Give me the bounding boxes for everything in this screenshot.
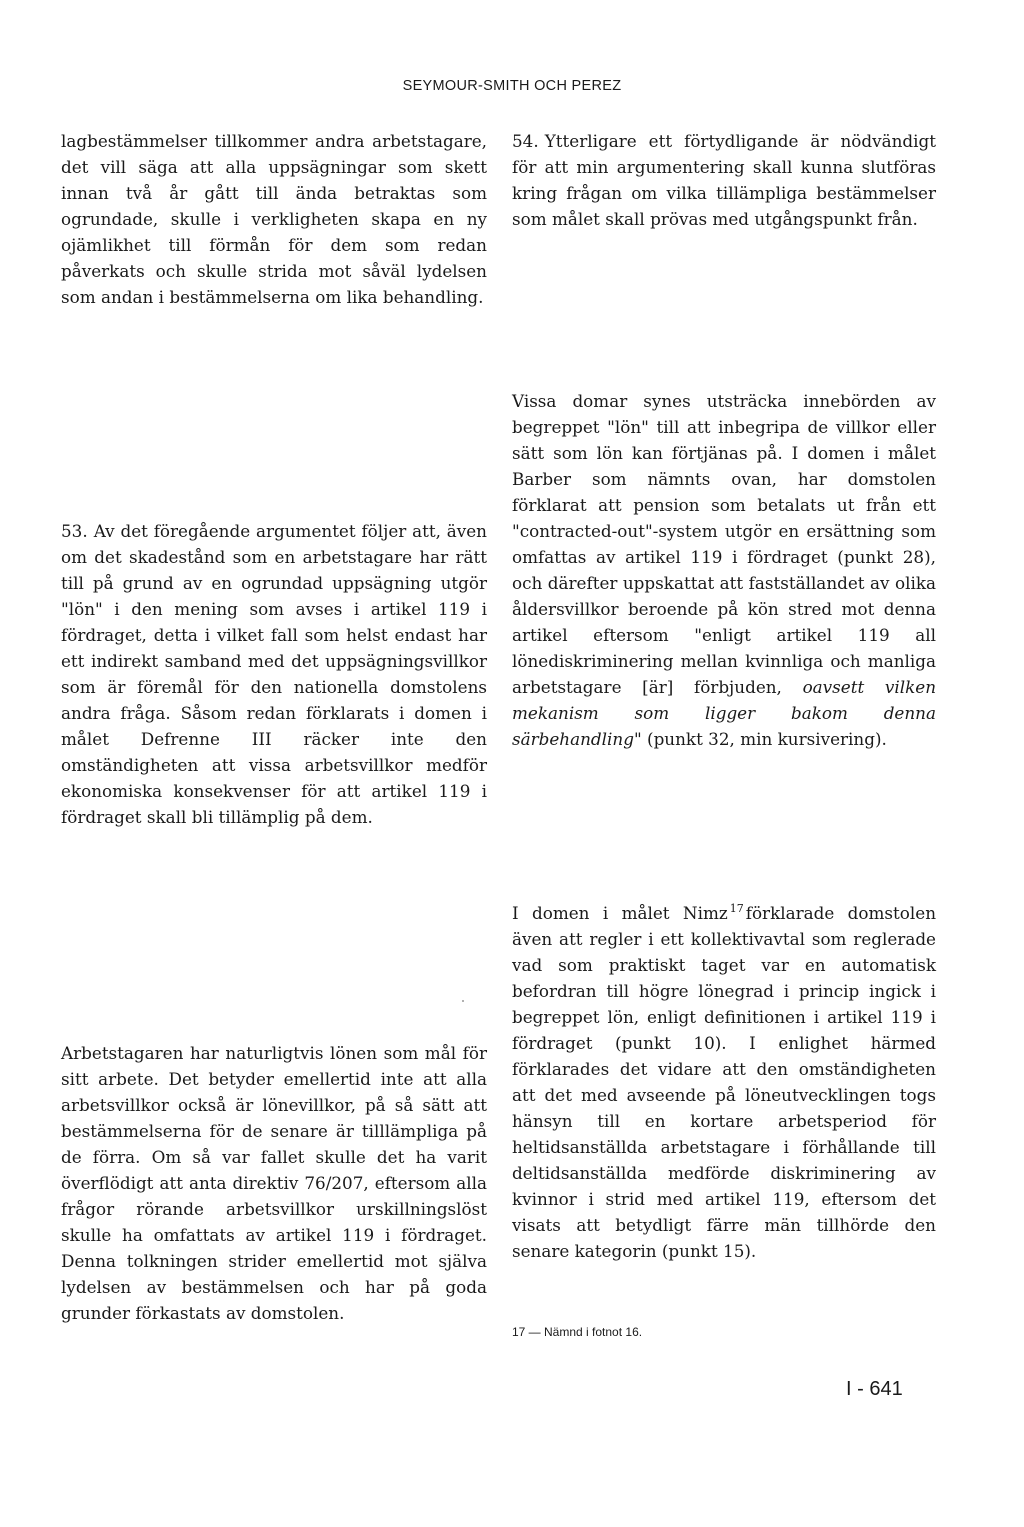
left-paragraph-1-text: lagbestämmelser tillkommer andra arbetstagare, det vill säga att alla uppsägningar som skett innan två år gått till ända betraktas som ogrundade, skulle i verkligheten skapa en ny ojämlikhet till förmån för dem som redan påverkats och skulle strida mot såväl lydelsen som andan i bestämmelserna om lika behandling. (61, 131, 487, 307)
right-paragraph-54-text: Ytterligare ett förtydligande är nödvändigt för att min argumentering skall kunna slutföras kring frågan om vilka tillämpliga bestämmelser som målet skall prövas med utgångspunkt från. (512, 131, 936, 229)
right-paragraph-54-body (512, 128, 936, 232)
right-paragraph-2-text-b: " (punkt 32, min kursivering). (633, 729, 887, 749)
scan-speck (462, 1000, 464, 1002)
left-paragraph-1 (61, 128, 487, 310)
page-number: I - 641 (846, 1378, 903, 1400)
right-paragraph-3-body (512, 900, 936, 1264)
right-paragraph-2-body (512, 388, 936, 752)
left-paragraph-53-text: Av det föregående argumentet följer att, även om det skadestånd som en arbetstagare har rätt till på grund av en ogrundad uppsägning utgör "lön" i den mening som avses i artikel 119 i fördraget, detta i vilket fall som helst endast har ett indirekt samband med det uppsägningsvillkor som är föremål för den nationella domstolens andra fråga. Såsom redan förklarats i domen i målet Defrenne III räcker inte den omständigheten att vissa arbetsvillkor medför ekonomiska konsekvenser för att artikel 119 i fördraget skall bli tillämplig på dem. (61, 521, 487, 827)
footnote-reference-17: 17 (729, 902, 744, 916)
paragraph-number-53: 53. (61, 521, 88, 541)
left-paragraph-53-body (61, 518, 487, 830)
left-paragraph-3-text: Arbetstagaren har naturligtvis lönen som mål för sitt arbete. Det betyder emellertid inte att alla arbetsvillkor också är lönevillkor, på så sätt att bestämmelserna för de senare är tilllämpliga på de förra. Om så var fallet skulle det ha varit överflödigt att anta direktiv 76/207, eftersom alla frågor rörande arbetsvillkor urskillningslöst skulle ha omfattats av artikel 119 i fördraget. Denna tolkningen strider emellertid mot själva lydelsen av bestämmelsen och har på goda grunder förkastats av domstolen. (61, 1043, 487, 1323)
emphasized-quote: oavsett vilken mekanism som ligger bakom denna särbehandling (512, 677, 936, 749)
right-paragraph-3-text-a: I domen i målet Nimz (512, 903, 728, 923)
paragraph-number-54: 54. (512, 131, 539, 151)
running-header: SEYMOUR-SMITH OCH PEREZ (402, 78, 622, 94)
right-paragraph-2-text-a: Vissa domar synes utsträcka innebörden av begreppet "lön" till att inbegripa de villkor eller sätt som lön kan förtjänas på. I domen i målet Barber som nämnts ovan, har domstolen förklarat att pension som betalats ut från ett "contracted-out"-system utgör en ersättning som omfattas av artikel 119 i fördraget (punkt 28), och därefter uppskattat att fastställandet av olika åldersvillkor beroende på kön stred mot denna artikel eftersom "enligt artikel 119 all lönediskriminering mellan kvinnliga och manliga arbetstagare [är] förbjuden, (512, 391, 936, 697)
left-paragraph-53 (61, 518, 487, 830)
footnote-17: 17 — Nämnd i fotnot 16. (512, 1325, 643, 1339)
left-paragraph-3 (61, 1040, 487, 1326)
right-paragraph-54 (512, 128, 936, 232)
right-paragraph-2 (512, 388, 936, 752)
right-paragraph-3 (512, 900, 936, 1264)
right-paragraph-3-text-b: förklarade domstolen även att regler i ett kollektivavtal som reglerade vad som praktiskt taget var en automatisk befordran till högre lönegrad i princip ingick i begreppet lön, enligt definitionen i artikel 119 i fördraget (punkt 10). I enlighet härmed förklarades det vidare att den omständigheten att det med avseende på löneutvecklingen togs hänsyn till en kortare arbetsperiod för heltidsanställda arbetstagare i förhållande till deltidsanställda medförde diskriminering av kvinnor i strid med artikel 119, eftersom det visats att betydligt färre män tillhörde den senare kategorin (punkt 15). (512, 903, 936, 1261)
